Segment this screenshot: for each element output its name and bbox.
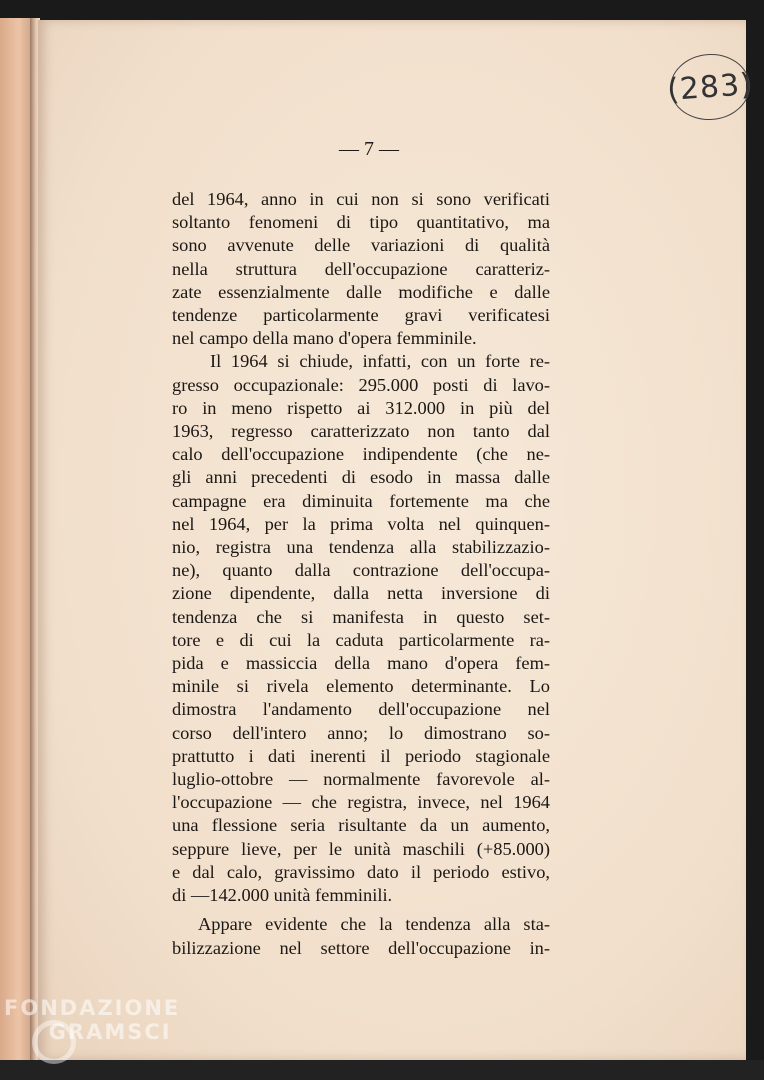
text-line: l'occupazione — che registra, invece, nel 1964 [172, 792, 550, 813]
text-line: minile si rivela elemento determinante. Lo [172, 676, 550, 697]
page-number: — 7 — [339, 138, 399, 160]
archive-page-stamp: (283) [668, 51, 752, 122]
text-line: zione dipendente, dalla netta inversione di [172, 583, 550, 604]
text-line: gresso occupazionale: 295.000 posti di lavo- [172, 374, 550, 395]
text-line: nio, registra una tendenza alla stabilizzazio- [172, 537, 550, 558]
text-line: di —142.000 unità femminili. [172, 885, 393, 906]
text-line: luglio-ottobre — normalmente favorevole al- [172, 769, 550, 790]
text-line: nel campo della mano d'opera femminile. [172, 328, 477, 349]
text-line: soltanto fenomeni di tipo quantitativo, ma [172, 212, 550, 233]
text-line: tendenze particolarmente gravi verificatesi [172, 305, 550, 326]
text-line: ro in meno rispetto ai 312.000 in più del [172, 397, 550, 418]
facing-page-edge [0, 18, 34, 1080]
text-line: sono avvenute delle variazioni di qualità [172, 235, 550, 256]
text-line: nel 1964, per la prima volta nel quinquen- [172, 513, 550, 534]
scan-background [0, 1060, 764, 1080]
watermark-line: GRAMSCI [48, 1020, 172, 1044]
text-line: tendenza che si manifesta in questo set- [172, 606, 550, 627]
text-line: pida e massiccia della mano d'opera fem- [172, 653, 550, 674]
text-line: del 1964, anno in cui non si sono verificati [172, 189, 550, 209]
text-line: e dal calo, gravissimo dato il periodo estivo, [172, 861, 550, 882]
watermark [4, 996, 180, 1044]
text-line: calo dell'occupazione indipendente (che ne- [172, 444, 550, 465]
text-line: ne), quanto dalla contrazione dell'occupa- [172, 560, 550, 581]
text-line: 1963, regresso caratterizzato non tanto dal [172, 421, 550, 442]
document-page [38, 20, 754, 1060]
text-line: corso dell'intero anno; lo dimostrano so- [172, 722, 550, 743]
text-line: gli anni precedenti di esodo in massa dalle [172, 467, 550, 488]
text-line: prattutto i dati inerenti il periodo stagionale [172, 745, 550, 766]
text-line: tore e di cui la caduta particolarmente ra- [172, 629, 550, 650]
body-text [172, 188, 550, 960]
text-line: seppure lieve, per le unità maschili (+85.000) [172, 838, 550, 859]
watermark-line: FONDAZIONE [4, 996, 181, 1020]
paragraph-start-line: Il 1964 si chiude, infatti, con un forte re- [210, 351, 550, 372]
text-line: zate essenzialmente dalle modifiche e dalle [172, 281, 550, 302]
text-line: bilizzazione nel settore dell'occupazione in- [172, 937, 550, 958]
text-line: dimostra l'andamento dell'occupazione nel [172, 699, 550, 720]
text-line: una flessione seria risultante da un aumento, [172, 815, 550, 836]
text-line: nella struttura dell'occupazione caratteriz- [172, 258, 550, 279]
text-line: campagne era diminuita fortemente ma che [172, 490, 550, 511]
paragraph-start-line: Appare evidente che la tendenza alla sta- [198, 914, 550, 935]
